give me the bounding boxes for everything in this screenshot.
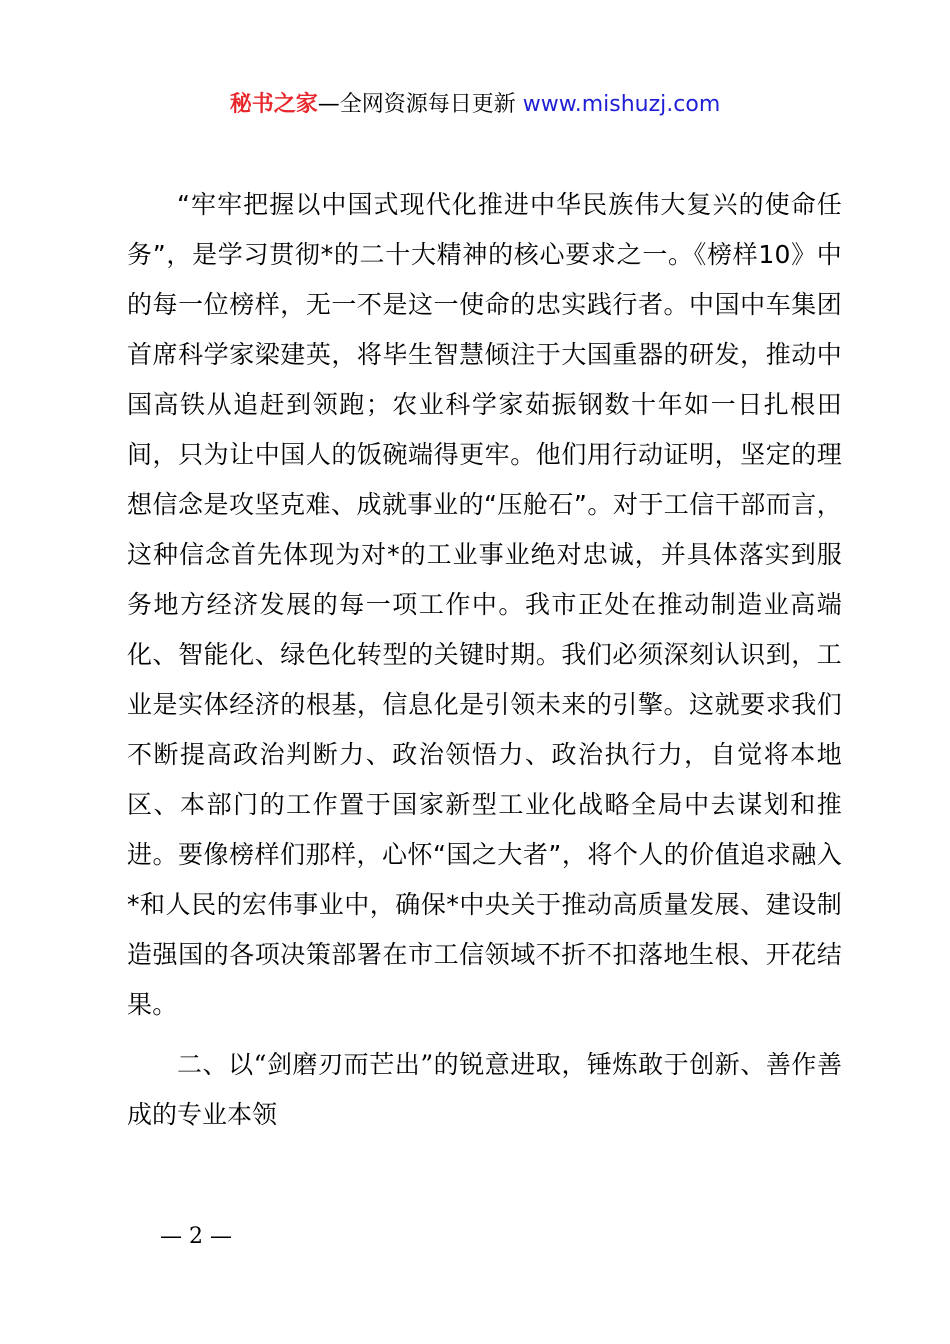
site-url-link[interactable]: www.mishuzj.com [522,92,721,117]
site-tagline: —全网资源每日更新 [317,92,523,117]
site-brand: 秘书之家 [229,92,318,117]
page-number: — 2 — [160,1224,232,1249]
body-paragraph: “牢牢把握以中国式现代化推进中华民族伟大复兴的使命任务”，是学习贯彻*的二十大精神的核心要求之一。《榜样10》中的每一位榜样，无一不是这一使命的忠实践行者。中国中车集团首席科学家梁建英，将毕生智慧倾注于大国重器的研发，推动中国高铁从追赶到领跑；农业科学家茹振钢数十年如一日扎根田间，只为让中国人的饭碗端得更牢。他们用行动证明，坚定的理想信念是攻坚克难、成就事业的“压舱石”。对于工信干部而言，这种信念首先体现为对*的工业事业绝对忠诚，并具体落实到服务地方经济发展的每一项工作中。我市正处在推动制造业高端化、智能化、绿色化转型的关键时期。我们必须深刻认识到，工业是实体经济的根基，信息化是引领未来的引擎。这就要求我们不断提高政治判断力、政治领悟力、政治执行力，自觉将本地区、本部门的工作置于国家新型工业化战略全局中去谋划和推进。要像榜样们那样，心怀“国之大者”，将个人的价值追求融入*和人民的宏伟事业中，确保*中央关于推动高质量发展、建设制造强国的各项决策部署在市工信领域不折不扣落地生根、开花结果。 [127,190,842,1019]
site-header [0,90,950,120]
section-heading: 二、以“剑磨刃而芒出”的锐意进取，锤炼敢于创新、善作善成的专业本领 [127,1050,842,1129]
